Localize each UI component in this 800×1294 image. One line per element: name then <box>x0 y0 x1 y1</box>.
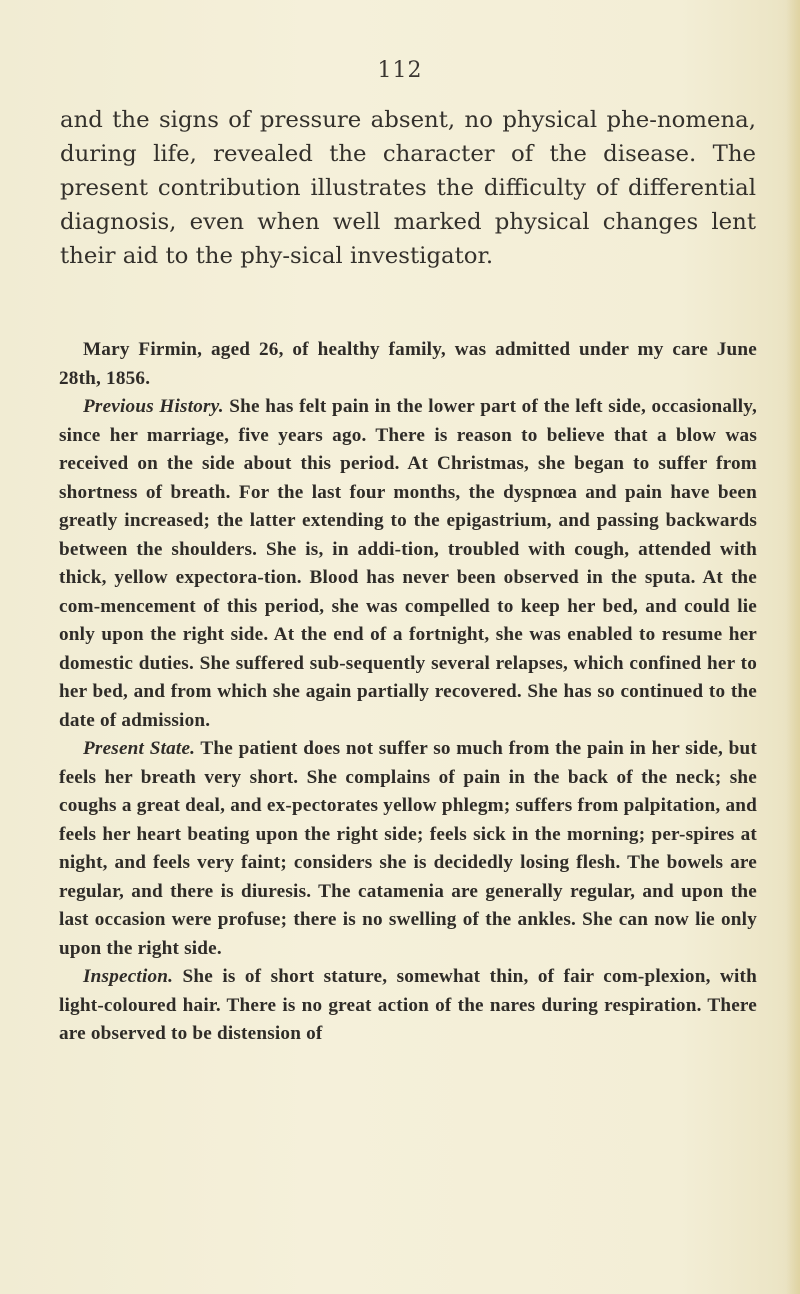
page-number: 112 <box>377 58 423 83</box>
inspection-heading: Inspection. <box>83 966 174 987</box>
case-report <box>59 336 757 1049</box>
intro-paragraph: and the signs of pressure absent, no physical phe-nomena, during life, revealed the character of the disease. The present contribution illustrates the difficulty of differential diagnosis, even when well marked physical changes lent their aid to the phy-sical investigator. <box>60 107 756 269</box>
present-state-paragraph <box>59 735 757 963</box>
present-state-text: The patient does not suffer so much from the pain in her side, but feels her breath very short. She complains of pain in the back of the neck; she coughs a great deal, and ex-pectorates yellow phlegm; suffers from palpitation, and feels her heart beating upon the right side; feels sick in the morning; per-spires at night, and feels very faint; considers she is decidedly losing flesh. The bowels are regular, and there is diuresis. The catamenia are generally regular, and upon the last occasion were profuse; there is no swelling of the ankles. She can now lie only upon the right side. <box>59 738 757 959</box>
previous-history-paragraph <box>59 393 757 735</box>
case-opening-paragraph: Mary Firmin, aged 26, of healthy family, was admitted under my care June 28th, 1856. <box>59 339 757 389</box>
page-edge-shadow <box>786 0 800 1294</box>
previous-history-heading: Previous History. <box>83 396 224 417</box>
present-state-heading: Present State. <box>83 738 196 759</box>
previous-history-text: She has felt pain in the lower part of the left side, occasionally, since her marriage, five years ago. There is reason to believe that a blow was received on the side about this period. At Christmas, she began to suffer from shortness of breath. For the last four months, the dyspnœa and pain have been greatly increased; the latter extending to the epigastrium, and passing backwards between the shoulders. She is, in addi-tion, troubled with cough, attended with thick, yellow expectora-tion. Blood has never been observed in the sputa. At the com-mencement of this period, she was compelled to keep her bed, and could lie only upon the right side. At the end of a fortnight, she was enabled to resume her domestic duties. She suffered sub-sequently several relapses, which confined her to her bed, and from which she again partially recovered. She has so continued to the date of admission. <box>59 396 757 731</box>
inspection-paragraph <box>59 963 757 1049</box>
inspection-text: She is of short stature, somewhat thin, of fair com-plexion, with light-coloured hair. There is no great action of the nares during respiration. There are observed to be distension of <box>59 966 757 1044</box>
